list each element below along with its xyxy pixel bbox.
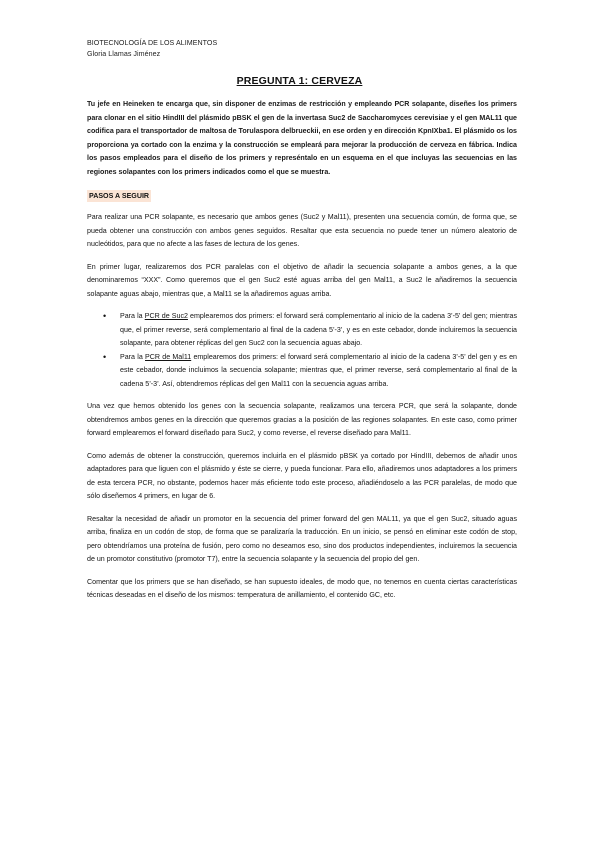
pcr-bullet-list xyxy=(87,310,517,391)
bullet-lead: Para la xyxy=(120,312,145,320)
bullet-pcr-suc2 xyxy=(87,310,517,351)
author-name: Gloria Llamas Jiménez xyxy=(87,50,161,58)
bullet-text: emplearemos dos primers: el forward será complementario al inicio de la cadena 3’-5’ del gen y es en este cebador, donde incluimos la secuencia solapante; mientras que, el primer reverse, será complementario al final de la cadena 5’-3’. Así, obtendremos réplicas del gen Mal11 con la secuencia aguas arriba. xyxy=(120,352,517,388)
paragraph-overlap-requirement: Para realizar una PCR solapante, es necesario que ambos genes (Suc2 y Mal11), presenten una secuencia común, de forma que, se pueda obtener una construcción con ambos genes seguidos. Resaltar que esta secuencia no puede tener un número aleatorio de nucleótidos, para que no afecte a las fases de lectura de los genes. xyxy=(87,213,517,248)
pcr-suc2-underlined: PCR de Suc2 xyxy=(144,312,188,320)
document-header xyxy=(87,38,517,60)
bullet-text: emplearemos dos primers: el forward será complementario al inicio de la cadena 3’-5’ del gen; mientras que, el primer reverse, será complementario al final de la cadena 5’-3’, y es en este cebador, donde incluiremos la secuencia solapante, para obtener réplicas del gen Suc2 con la secuencia aguas abajo. xyxy=(120,312,517,347)
paragraph-parallel-pcr: En primer lugar, realizaremos dos PCR paralelas con el objetivo de añadir la secuencia solapante a ambos genes, a la que denominaremos “XXX”. Como queremos que el gen Suc2 esté aguas arriba del gen Mal11, a Suc2 le añadiremos la secuencia solapante aguas abajo, mientras que, a Mal11 se la añadiremos aguas arriba. xyxy=(87,262,517,298)
paragraph-ideal-primers: Comentar que los primers que se han diseñado, se han supuesto ideales, de modo que, no tenemos en cuenta ciertas características técnicas deseadas en el diseño de los mismos: temperatura de anillamiento, el contenido GC, etc. xyxy=(87,577,517,599)
bullet-pcr-mal11 xyxy=(87,351,517,392)
intro-paragraph: Tu jefe en Heineken te encarga que, sin disponer de enzimas de restricción y empleando PCR solapante, diseñes los primers para clonar en el sitio HindIII del plásmido pBSK el gen de la invertasa Suc2 de Saccharomyces cerevisiae y el gen MAL11 que codifica para el transportador de maltosa de Torulaspora delbrueckii, en ese orden y en dirección KpnIXba1. El plásmido os los proporciona ya cortado con la enzima y la construcción se empleará para mejorar la producción de cerveza en fábrica. Indica los pasos empleados para el diseño de los primers y represéntalo en un esquema en el que incluyas las secuencias en las regiones solapantes con los primers indicados como el que se muestra. xyxy=(87,100,517,176)
paragraph-adapters: Como además de obtener la construcción, queremos incluirla en el plásmido pBSK ya cortado por HindIII, debemos de añadir unos adaptadores para que liguen con el plásmido y éste se cierre, y pueda funcionar. Para ello, añadiremos unos adaptadores a los primers de esta tercera PCR, no obstante, podemos hacer más eficiente todo este proceso, añadiéndoselo a las PCR paralelas, de modo que sólo diseñemos 4 primers, en lugar de 6. xyxy=(87,451,517,500)
paragraph-third-pcr: Una vez que hemos obtenido los genes con la secuencia solapante, realizamos una tercera PCR, que será la solapante, donde obtendremos ambos genes en la dirección que queremos gracias a la posición de las regiones solapantes. En este caso, como primer forward emplearemos el forward diseñado para Suc2, y como reverse, el reverse diseñado para Mal11. xyxy=(87,402,517,437)
document-body xyxy=(87,98,517,612)
pcr-mal11-underlined: PCR de Mal11 xyxy=(145,352,192,361)
steps-heading: PASOS A SEGUIR xyxy=(89,192,150,200)
bullet-lead: Para la xyxy=(120,352,146,361)
page-title: PREGUNTA 1: CERVEZA xyxy=(236,75,363,87)
course-title: BIOTECNOLOGÍA DE LOS ALIMENTOS xyxy=(87,39,218,47)
paragraph-promoter: Resaltar la necesidad de añadir un promotor en la secuencia del primer forward del gen MAL11, ya que el gen Suc2, situado aguas arriba, finaliza en un codón de stop, de forma que se paralizaría la traducción. En un inicio, se pensó en eliminar este codón de stop, pero obtendríamos una proteína de fusión, pero como no deseamos eso, sino dos productos independientes, incluiremos la secuencia de un promotor constitutivo (promotor T7), entre la secuencia solapante y la secuencia del propio del gen. xyxy=(87,514,517,563)
